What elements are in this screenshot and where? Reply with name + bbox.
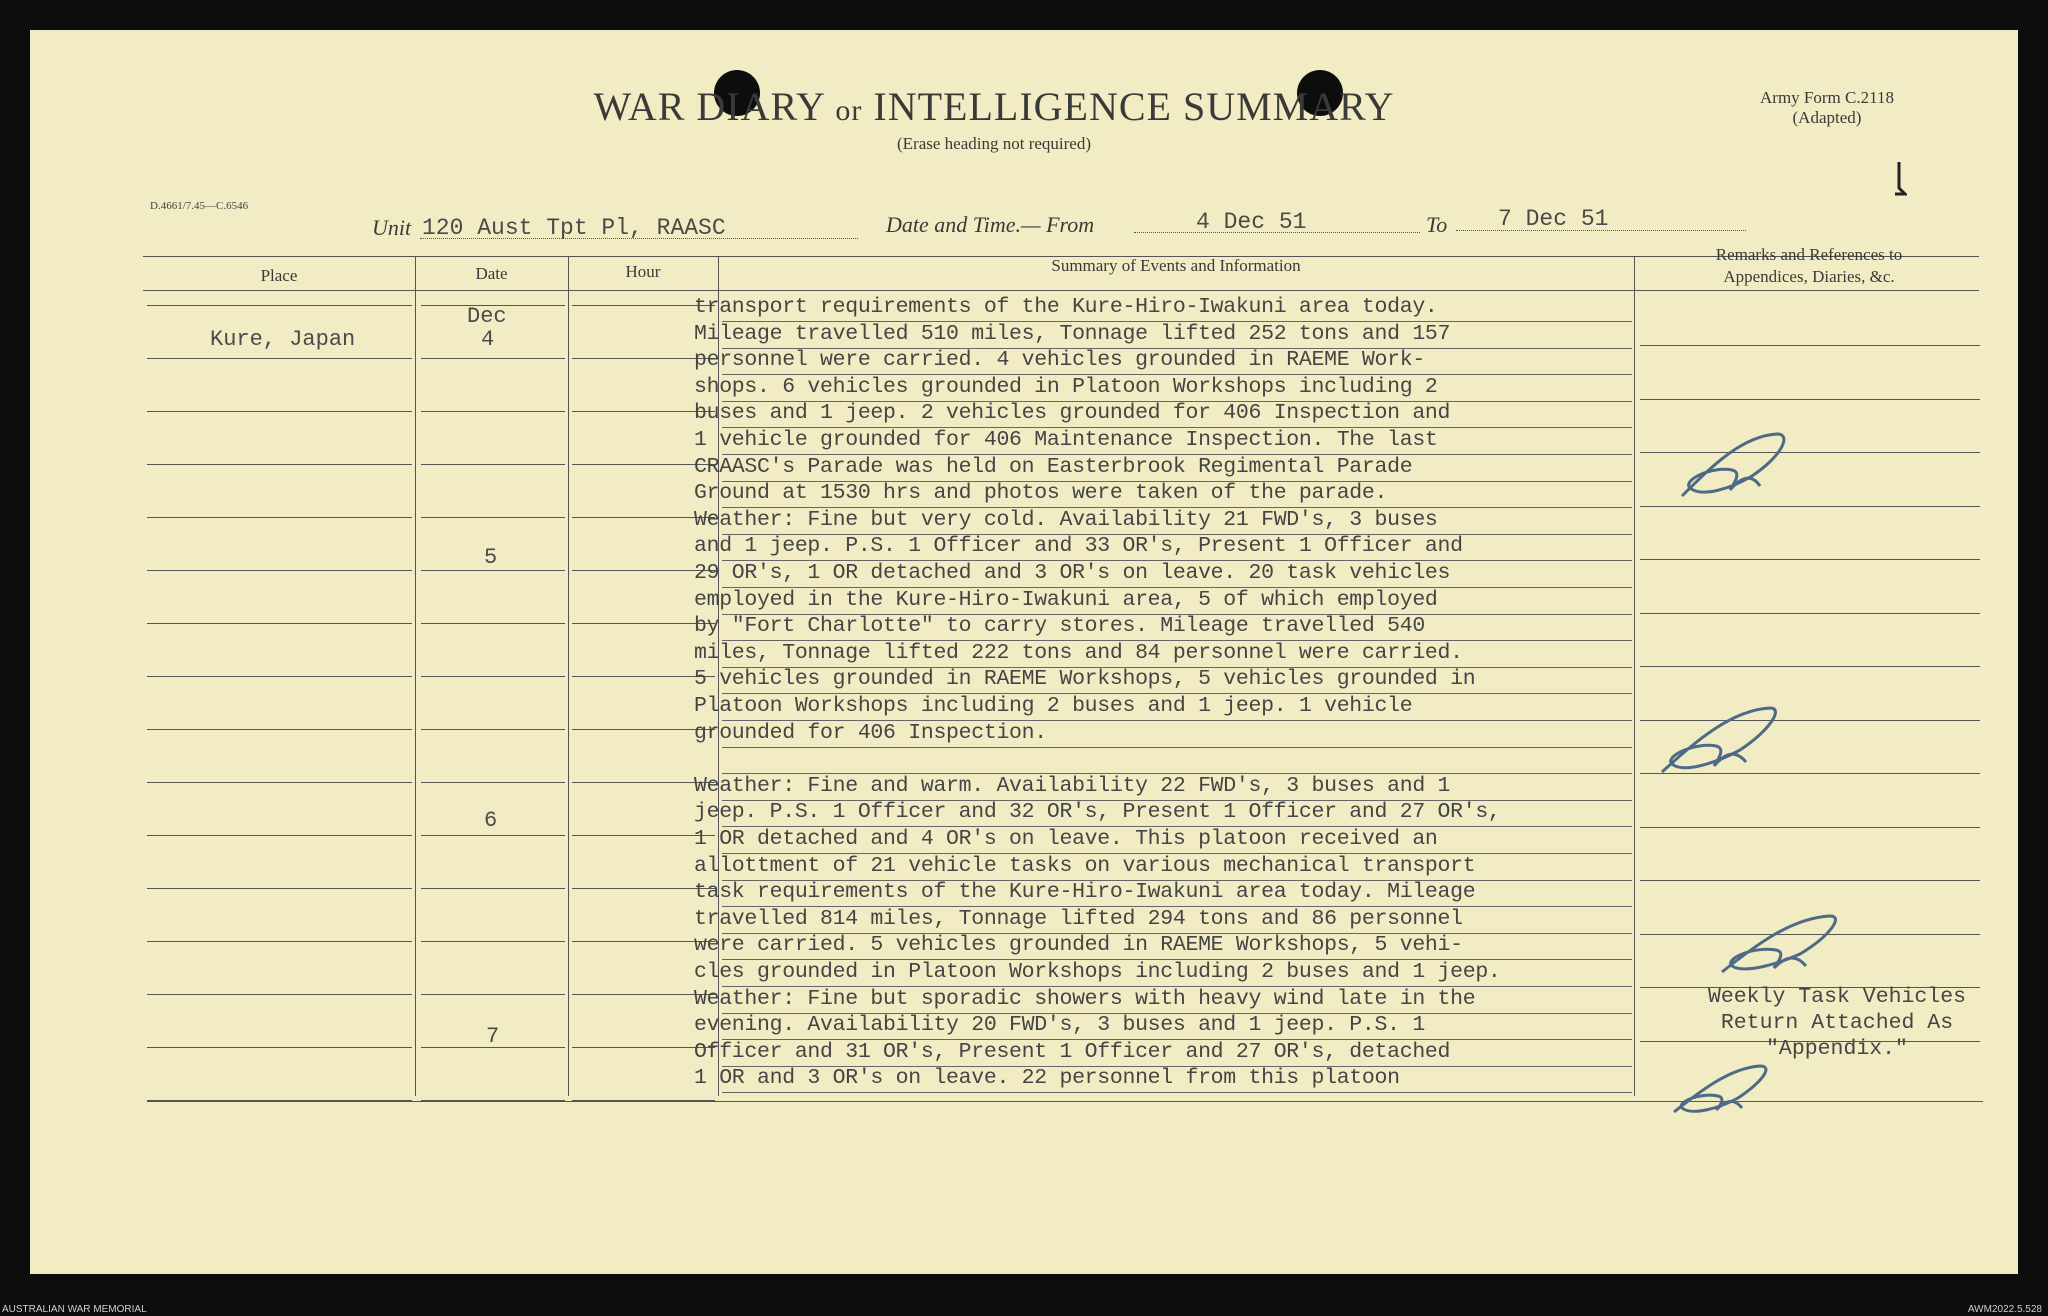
summary-line: 1 OR and 3 OR's on leave. 22 personnel from this platoon: [694, 1066, 1400, 1091]
ruled-line: [421, 941, 565, 942]
summary-line: 1 vehicle grounded for 406 Maintenance Inspection. The last: [694, 428, 1438, 452]
army-form-label: [1760, 88, 1894, 128]
summary-line: 5 vehicles grounded in RAEME Workshops, 5 vehicles grounded in: [694, 667, 1476, 692]
remarks-ruled-line: [1640, 880, 1980, 881]
ruled-line: [421, 517, 565, 518]
summary-line: by "Fort Charlotte" to carry stores. Mileage travelled 540: [694, 614, 1425, 639]
summary-line: task requirements of the Kure-Hiro-Iwakuni area today. Mileage: [694, 880, 1476, 905]
from-value: 4 Dec 51: [1196, 209, 1307, 235]
initials-signature-3: [1712, 910, 1852, 980]
summary-line: miles, Tonnage lifted 222 tons and 84 personnel were carried.: [694, 640, 1463, 665]
ruled-line: [147, 941, 412, 942]
footer-source: AUSTRALIAN WAR MEMORIAL: [2, 1304, 147, 1315]
to-dotline: [1456, 230, 1746, 231]
summary-line: Ground at 1530 hrs and photos were taken of the parade.: [694, 481, 1388, 506]
col-header-hour: Hour: [625, 262, 661, 281]
summary-line: personnel were carried. 4 vehicles grounded in RAEME Work-: [694, 348, 1425, 373]
unit-value: 120 Aust Tpt Pl, RAASC: [422, 215, 726, 241]
remarks-line2: Return Attached As: [1720, 1011, 1954, 1035]
summary-line: evening. Availability 20 FWD's, 3 buses and 1 jeep. P.S. 1: [694, 1013, 1425, 1038]
summary-line: cles grounded in Platoon Workshops including 2 buses and 1 jeep.: [694, 960, 1501, 984]
col-divider-date: [568, 256, 569, 1096]
army-form-number: Army Form C.2118: [1760, 88, 1894, 107]
ruled-line: [147, 994, 412, 995]
summary-line: CRAASC's Parade was held on Easterbrook Regimental Parade: [694, 454, 1413, 479]
summary-line: Weather: Fine but sporadic showers with heavy wind late in the: [694, 986, 1476, 1011]
corner-mark: [1893, 160, 1907, 196]
ruled-line: [147, 1100, 412, 1101]
remarks-ruled-line: [1640, 613, 1980, 614]
remarks-ruled-line: [1640, 827, 1980, 828]
ruled-line: [147, 464, 412, 465]
summary-line: were carried. 5 vehicles grounded in RAEME Workshops, 5 vehi-: [694, 933, 1463, 958]
form-code: D.4661/7.45—C.6546: [150, 200, 249, 212]
ruled-line: [147, 782, 412, 783]
ruled-line: [421, 994, 565, 995]
col-header-remarks-line1: Remarks and References to: [1715, 245, 1903, 264]
date-7: 7: [486, 1024, 500, 1049]
ruled-line: [147, 1047, 412, 1048]
summary-line: shops. 6 vehicles grounded in Platoon Workshops including 2: [694, 374, 1438, 399]
unit-dotline: [420, 238, 858, 239]
ruled-line: [147, 305, 412, 306]
col-divider-summary: [1634, 256, 1635, 1096]
footer-accession: AWM2022.5.528: [1967, 1304, 2042, 1315]
ruled-line: [421, 464, 565, 465]
summary-line: and 1 jeep. P.S. 1 Officer and 33 OR's, Present 1 Officer and: [694, 534, 1463, 559]
table-header-rule: [143, 290, 1979, 291]
summary-line: Officer and 31 OR's, Present 1 Officer and 27 OR's, detached: [694, 1039, 1451, 1064]
ruled-line: [421, 411, 565, 412]
summary-line: 29 OR's, 1 OR detached and 3 OR's on leave. 20 task vehicles: [694, 561, 1451, 585]
title-or: or: [835, 94, 863, 127]
summary-line: Mileage travelled 510 miles, Tonnage lifted 252 tons and 157: [694, 321, 1451, 346]
to-label: To: [1426, 212, 1448, 237]
ruled-line: [147, 623, 412, 624]
ruled-line: [421, 676, 565, 677]
summary-underline: [722, 1092, 1632, 1093]
title-intelligence-summary: INTELLIGENCE SUMMARY: [873, 84, 1395, 129]
col-header-remarks-line2: Appendices, Diaries, &c.: [1723, 267, 1895, 286]
ruled-line: [421, 782, 565, 783]
summary-line: allottment of 21 vehicle tasks on various mechanical transport: [694, 853, 1476, 878]
ruled-line: [147, 729, 412, 730]
initials-signature-1: [1672, 426, 1802, 506]
from-dotline: [1134, 232, 1420, 233]
page-subtitle: (Erase heading not required): [897, 134, 1091, 153]
remarks-ruled-line: [1640, 559, 1980, 560]
date-6: 6: [484, 808, 498, 833]
unit-label: Unit: [372, 215, 412, 240]
ruled-line: [421, 888, 565, 889]
remarks-ruled-line: [1640, 345, 1980, 346]
ruled-line: [421, 729, 565, 730]
col-header-summary: Summary of Events and Information: [1051, 256, 1301, 275]
summary-line: transport requirements of the Kure-Hiro-Iwakuni area today.: [694, 295, 1438, 319]
date-month: Dec: [467, 304, 507, 329]
remarks-line3: "Appendix.": [1766, 1037, 1908, 1061]
col-header-place: Place: [260, 266, 298, 285]
ruled-line: [147, 411, 412, 412]
army-form-adapted: (Adapted): [1792, 108, 1862, 127]
ruled-line: [421, 835, 565, 836]
remarks-ruled-line: [1640, 399, 1980, 400]
place-value: Kure, Japan: [210, 327, 356, 352]
summary-line: grounded for 406 Inspection.: [694, 720, 1047, 745]
ruled-line: [147, 676, 412, 677]
col-header-remarks: [1634, 244, 1984, 288]
col-header-date: Date: [475, 264, 508, 283]
remarks-ruled-line: [1640, 666, 1980, 667]
ruled-line: [147, 835, 412, 836]
summary-line: Weather: Fine but very cold. Availability 21 FWD's, 3 buses: [694, 507, 1438, 532]
summary-underline: [722, 747, 1632, 748]
initials-signature-2: [1652, 700, 1792, 780]
date-time-label: Date and Time.— From: [886, 212, 1095, 237]
summary-line: Weather: Fine and warm. Availability 22 FWD's, 3 buses and 1: [694, 773, 1451, 798]
ruled-line: [147, 358, 412, 359]
ruled-line: [147, 570, 412, 571]
col-divider-place: [415, 256, 416, 1096]
remarks-line1: Weekly Task Vehicles: [1707, 985, 1967, 1009]
summary-line: travelled 814 miles, Tonnage lifted 294 tons and 86 personnel: [694, 906, 1463, 931]
ruled-line: [421, 358, 565, 359]
page-title: [0, 83, 1988, 130]
summary-line: employed in the Kure-Hiro-Iwakuni area, 5 of which employed: [694, 587, 1438, 612]
summary-line: buses and 1 jeep. 2 vehicles grounded for 406 Inspection and: [694, 401, 1451, 426]
remarks-appendix-note: [1672, 984, 2002, 1062]
summary-line: 1 OR detached and 4 OR's on leave. This platoon received an: [694, 827, 1438, 851]
date-5: 5: [484, 545, 498, 570]
ruled-line: [147, 517, 412, 518]
ruled-line: [421, 570, 565, 571]
ruled-line: [421, 1100, 565, 1101]
to-value: 7 Dec 51: [1498, 206, 1609, 232]
summary-line: jeep. P.S. 1 Officer and 32 OR's, Present 1 Officer and 27 OR's,: [694, 800, 1501, 825]
initials-signature-4: [1664, 1060, 1784, 1120]
summary-line: Platoon Workshops including 2 buses and 1 jeep. 1 vehicle: [694, 694, 1413, 718]
date-4: 4: [481, 327, 495, 352]
ruled-line: [572, 1100, 715, 1101]
title-war-diary: WAR DIARY: [593, 84, 825, 129]
ruled-line: [147, 888, 412, 889]
ruled-line: [421, 623, 565, 624]
